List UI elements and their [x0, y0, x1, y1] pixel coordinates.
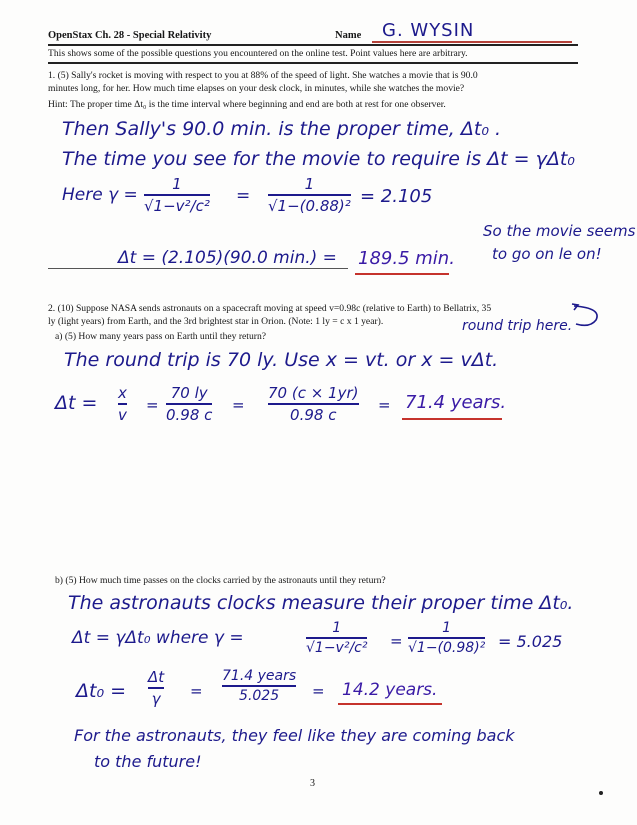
q2b-hw-line1: The astronauts clocks measure their proper time Δt₀. — [68, 592, 574, 614]
q1-answer: 189.5 min. — [358, 248, 455, 269]
q2a-xv-bar — [118, 403, 127, 405]
q2b-yr-den: 5.025 — [239, 687, 280, 704]
name-value: G. WYSIN — [382, 20, 475, 41]
q2b-gamma-value: = 5.025 — [498, 632, 563, 651]
q2a-x: x — [118, 384, 127, 402]
q1-note-line2: to go on le on! — [492, 245, 602, 263]
name-underline — [372, 41, 572, 43]
q2a-hw-line1: The round trip is 70 ly. Use x = vt. or x = vΔt. — [64, 349, 499, 371]
q1-equals: = — [236, 186, 251, 206]
page-number: 3 — [310, 778, 315, 789]
q2b-gamma-fraction-2 — [408, 620, 485, 656]
q2a-dt-label: Δt = — [55, 392, 98, 414]
header-rule-bottom — [48, 62, 578, 64]
q1-hint: Hint: The proper time Δt₀ is the time interval where beginning and end are both at rest for one observer. — [48, 99, 446, 110]
q2b-years-fraction — [222, 668, 296, 704]
q1-gamma-bar-2 — [268, 194, 351, 196]
q2b-answer: 14.2 years. — [342, 680, 438, 700]
q2a-f2-den: 0.98 c — [290, 405, 337, 424]
q2b-g1-bar — [306, 637, 367, 639]
intro-text: This shows some of the possible questions you encountered on the online test. Point values here are arbitrary. — [48, 48, 468, 59]
q1-answer-underline — [355, 273, 449, 275]
q1-dt-equation: Δt = (2.105)(90.0 min.) = — [118, 248, 337, 268]
q2b-dtg-bar — [148, 687, 164, 689]
page-title: OpenStax Ch. 28 - Special Relativity — [48, 30, 212, 41]
q2a-f1-num: 70 ly — [170, 384, 208, 402]
q2b-equals-2: = — [190, 682, 203, 700]
q2b-hw-line2: Δt = γΔt₀ where γ = — [72, 628, 244, 648]
q1-note-line1: So the movie seems — [483, 222, 636, 240]
q1-text-line1: 1. (5) Sally's rocket is moving with respect to you at 88% of the speed of light. She watches a movie that is 90.0 — [48, 70, 478, 81]
q1-hw-line2: The time you see for the movie to require is Δt = γΔt₀ — [62, 148, 575, 170]
q2b-equals: = — [390, 632, 403, 650]
q1-hw-line1: Then Sally's 90.0 min. is the proper time, Δt₀ . — [62, 118, 502, 140]
q2b-gamma-fraction-1 — [306, 620, 367, 656]
q2b-g1-num: 1 — [332, 620, 342, 636]
q2a-x-over-v — [118, 384, 127, 424]
q2b-g2-bar — [408, 637, 485, 639]
q2b-g2-num: 1 — [442, 620, 452, 636]
q2a-f2-num: 70 (c × 1yr) — [268, 384, 359, 402]
q2b-yr-bar — [222, 685, 296, 687]
q2b-yr-num: 71.4 years — [222, 668, 297, 684]
q2b-dt0-label: Δt₀ = — [76, 680, 127, 702]
q2a-f2-bar — [268, 403, 359, 405]
q2b-dt-num: Δt — [148, 668, 165, 686]
q2a-fraction-1 — [166, 384, 212, 424]
q2b-note-line1: For the astronauts, they feel like they are coming back — [74, 726, 515, 745]
q2a-equals-1: = — [146, 396, 159, 414]
q2b-note-line2: to the future! — [94, 752, 202, 771]
q1-gamma-den-1: √1−v²/c² — [144, 196, 210, 215]
q2a-v: v — [118, 405, 127, 424]
q2a-answer: 71.4 years. — [405, 392, 507, 413]
q2-roundtrip-note: round trip here. — [462, 318, 573, 334]
q2b-g1-den: √1−v²/c² — [306, 639, 368, 656]
q2b-dt-over-gamma — [148, 668, 164, 708]
q2a-equals-3: = — [378, 396, 391, 414]
q2b-answer-underline — [338, 703, 442, 705]
q1-gamma-den-2: √1−(0.88)² — [268, 196, 351, 215]
q1-gamma-result: = 2.105 — [360, 186, 433, 207]
q2a-text: a) (5) How many years pass on Earth until they return? — [55, 331, 266, 342]
q2b-text: b) (5) How much time passes on the clocks carried by the astronauts until they return? — [55, 575, 386, 586]
q1-gamma-num-1: 1 — [172, 175, 182, 193]
q1-text-line2: minutes long, for her. How much time elapses on your desk clock, in minutes, while she watches the movie? — [48, 83, 465, 94]
q1-gamma-fraction-1 — [144, 175, 210, 215]
q2b-equals-3: = — [312, 682, 325, 700]
q2a-fraction-2 — [268, 384, 359, 424]
q2a-f1-den: 0.98 c — [166, 405, 213, 424]
q1-separator — [48, 268, 348, 269]
q2a-f1-bar — [166, 403, 212, 405]
q2a-answer-underline — [402, 418, 502, 420]
q2-text-line1: 2. (10) Suppose NASA sends astronauts on a spacecraft moving at speed v=0.98c (relative to Earth) to Bellatrix, 35 — [48, 303, 492, 314]
q2-text-line2: ly (light years) from Earth, and the 3rd brightest star in Orion. (Note: 1 ly = c x 1 year). — [48, 316, 384, 327]
q2b-gamma-den: γ — [151, 689, 161, 708]
q1-gamma-fraction-2 — [268, 175, 351, 215]
curved-arrow-icon — [568, 302, 604, 332]
q1-gamma-bar-1 — [144, 194, 210, 196]
q1-hw-here: Here γ = — [62, 185, 138, 205]
q2b-g2-den: √1−(0.98)² — [408, 639, 486, 656]
q1-gamma-num-2: 1 — [304, 175, 315, 193]
header-rule-top — [48, 44, 578, 46]
page-mark-dot — [599, 791, 603, 795]
q2a-equals-2: = — [232, 396, 245, 414]
name-label: Name — [335, 30, 362, 41]
